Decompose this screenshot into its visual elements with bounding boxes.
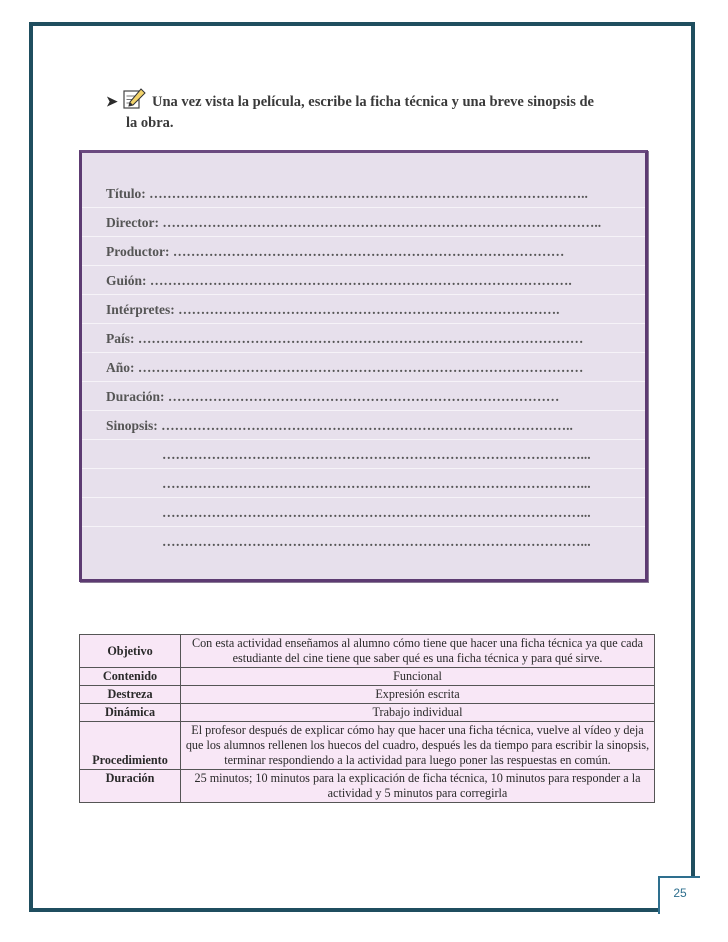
sinopsis-line: …………………………………………………………………………………...	[162, 505, 591, 520]
field-productor: Productor: ……………………………………………………………………………	[106, 244, 565, 259]
field-ano: Año: ………………………………………………………………………………………	[106, 360, 584, 375]
row-value: Funcional	[181, 668, 655, 686]
field-guion: Guión: ………………………………………………………………………………….	[106, 273, 572, 288]
instruction-line1: Una vez vista la película, escribe la ficha técnica y una breve sinopsis de	[152, 94, 594, 110]
form-row	[82, 179, 645, 208]
form-row	[82, 237, 645, 266]
form-row	[82, 527, 645, 556]
row-value: El profesor después de explicar cómo hay que hacer una ficha técnica, vuelve al vídeo y deja que los alumnos rellenen los huecos del cuadro, después les da tiempo para escribir la sinopsis, terminar respondiendo a la actividad para luego poner las respuestas en común.	[181, 722, 655, 770]
row-value: Con esta actividad enseñamos al alumno cómo tiene que hacer una ficha técnica ya que cada estudiante del cine tiene que saber qué es una ficha técnica y para qué sirve.	[181, 635, 655, 668]
table-row	[80, 704, 655, 722]
sinopsis-line: …………………………………………………………………………………...	[162, 447, 591, 462]
row-label: Objetivo	[80, 635, 181, 668]
table-row	[80, 686, 655, 704]
activity-info-table	[79, 634, 655, 803]
form-row	[82, 498, 645, 527]
field-director: Director: ……………………………………………………………………………………..	[106, 215, 602, 230]
form-row	[82, 208, 645, 237]
instruction	[106, 88, 646, 133]
row-label: Procedimiento	[80, 722, 181, 770]
pencil-paper-icon	[122, 88, 146, 110]
row-label: Duración	[80, 770, 181, 803]
page-number: 25	[658, 876, 700, 914]
instruction-line2: la obra.	[126, 115, 174, 131]
form-row	[82, 440, 645, 469]
form-row	[82, 382, 645, 411]
table-row	[80, 722, 655, 770]
form-row	[82, 324, 645, 353]
form-row	[82, 469, 645, 498]
form-row	[82, 353, 645, 382]
row-value: Trabajo individual	[181, 704, 655, 722]
table-row	[80, 770, 655, 803]
field-sinopsis: Sinopsis: ………………………………………………………………………………..	[106, 418, 573, 433]
technical-sheet-form	[79, 150, 648, 582]
form-row	[82, 411, 645, 440]
row-label: Destreza	[80, 686, 181, 704]
table-row	[80, 635, 655, 668]
row-label: Dinámica	[80, 704, 181, 722]
table-row	[80, 668, 655, 686]
field-pais: País: ………………………………………………………………………………………	[106, 331, 584, 346]
field-interpretes: Intérpretes: ………………………………………………………………………….	[106, 302, 560, 317]
sinopsis-line: …………………………………………………………………………………...	[162, 476, 591, 491]
field-duracion: Duración: ……………………………………………………………………………	[106, 389, 560, 404]
form-row	[82, 266, 645, 295]
row-value: Expresión escrita	[181, 686, 655, 704]
form-row	[82, 295, 645, 324]
arrow-bullet-icon: ➤	[106, 95, 118, 110]
sinopsis-line: …………………………………………………………………………………...	[162, 534, 591, 549]
row-value: 25 minutos; 10 minutos para la explicación de ficha técnica, 10 minutos para responder a la actividad y 5 minutos para corregirla	[181, 770, 655, 803]
row-label: Contenido	[80, 668, 181, 686]
field-titulo: Título: ……………………………………………………………………………………..	[106, 186, 588, 201]
